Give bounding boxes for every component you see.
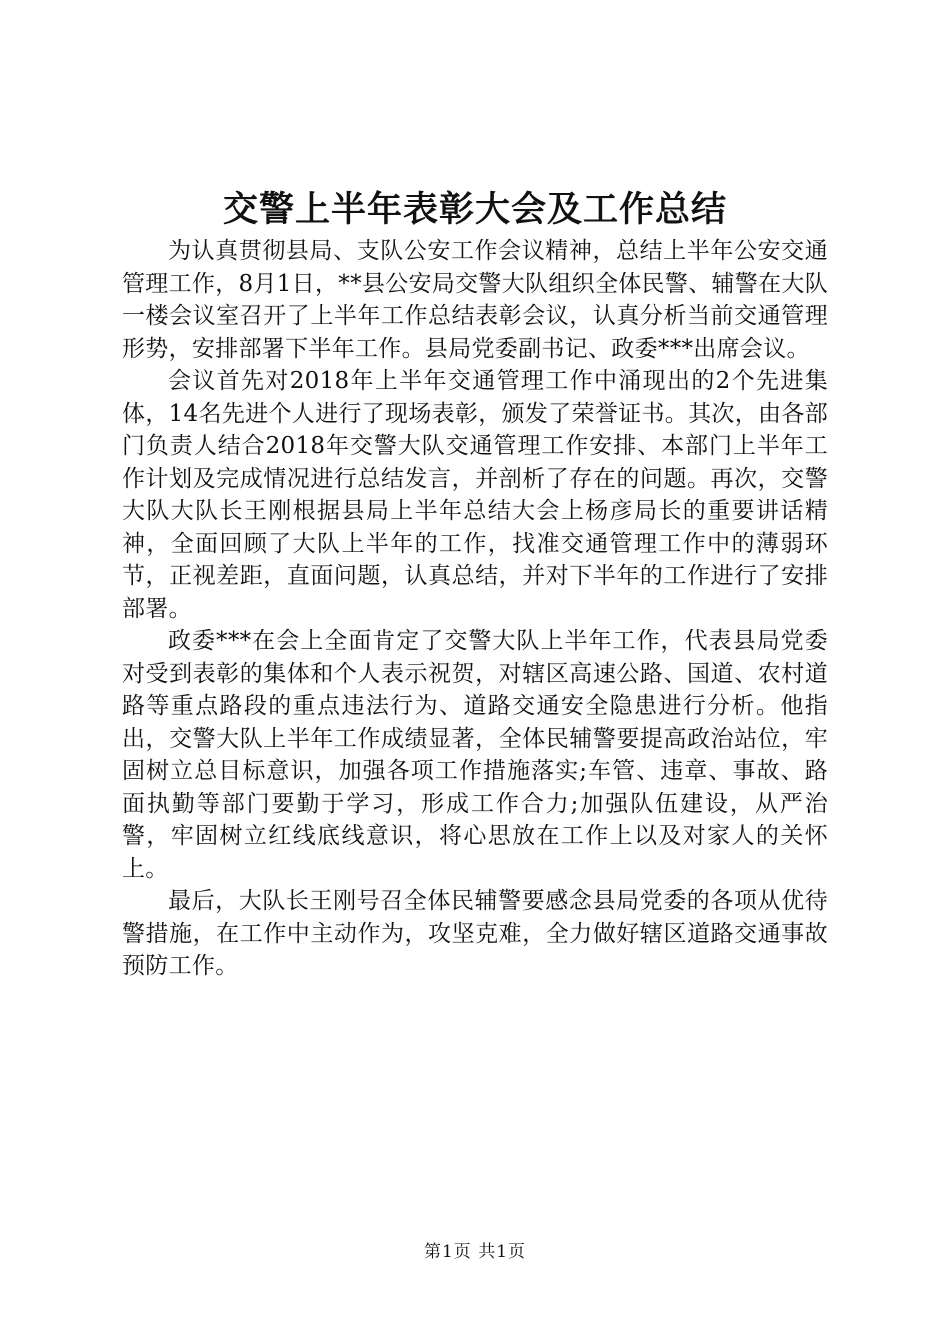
document-body <box>122 235 828 983</box>
paragraph-4: 最后，大队长王刚号召全体民辅警要感念县局党委的各项从优待警措施，在工作中主动作为，攻坚克难，全力做好辖区道路交通事故预防工作。 <box>122 888 828 979</box>
document-title: 交警上半年表彰大会及工作总结 <box>222 190 727 230</box>
paragraph-1: 为认真贯彻县局、支队公安工作会议精神，总结上半年公安交通管理工作，8月1日，**县公安局交警大队组织全体民警、辅警在大队一楼会议室召开了上半年工作总结表彰会议，认真分析当前交通管理形势，安排部署下半年工作。县局党委副书记、政委***出席会议。 <box>122 238 828 362</box>
paragraph-3: 政委***在会上全面肯定了交警大队上半年工作，代表县局党委对受到表彰的集体和个人表示祝贺，对辖区高速公路、国道、农村道路等重点路段的重点违法行为、道路交通安全隐患进行分析。他指出，交警大队上半年工作成绩显著，全体民辅警要提高政治站位，牢固树立总目标意识，加强各项工作措施落实;车管、违章、事故、路面执勤等部门要勤于学习，形成工作合力;加强队伍建设，从严治警，牢固树立红线底线意识，将心思放在工作上以及对家人的关怀上。 <box>122 628 828 882</box>
paragraph-2: 会议首先对2018年上半年交通管理工作中涌现出的2个先进集体，14名先进个人进行了现场表彰，颁发了荣誉证书。其次，由各部门负责人结合2018年交警大队交通管理工作安排、本部门上半年工作计划及完成情况进行总结发言，并剖析了存在的问题。再次，交警大队大队长王刚根据县局上半年总结大会上杨彦局长的重要讲话精神，全面回顾了大队上半年的工作，找准交通管理工作中的薄弱环节，正视差距，直面问题，认真总结，并对下半年的工作进行了安排部署。 <box>122 368 828 622</box>
page-footer: 第1页 共1页 <box>423 1242 527 1262</box>
